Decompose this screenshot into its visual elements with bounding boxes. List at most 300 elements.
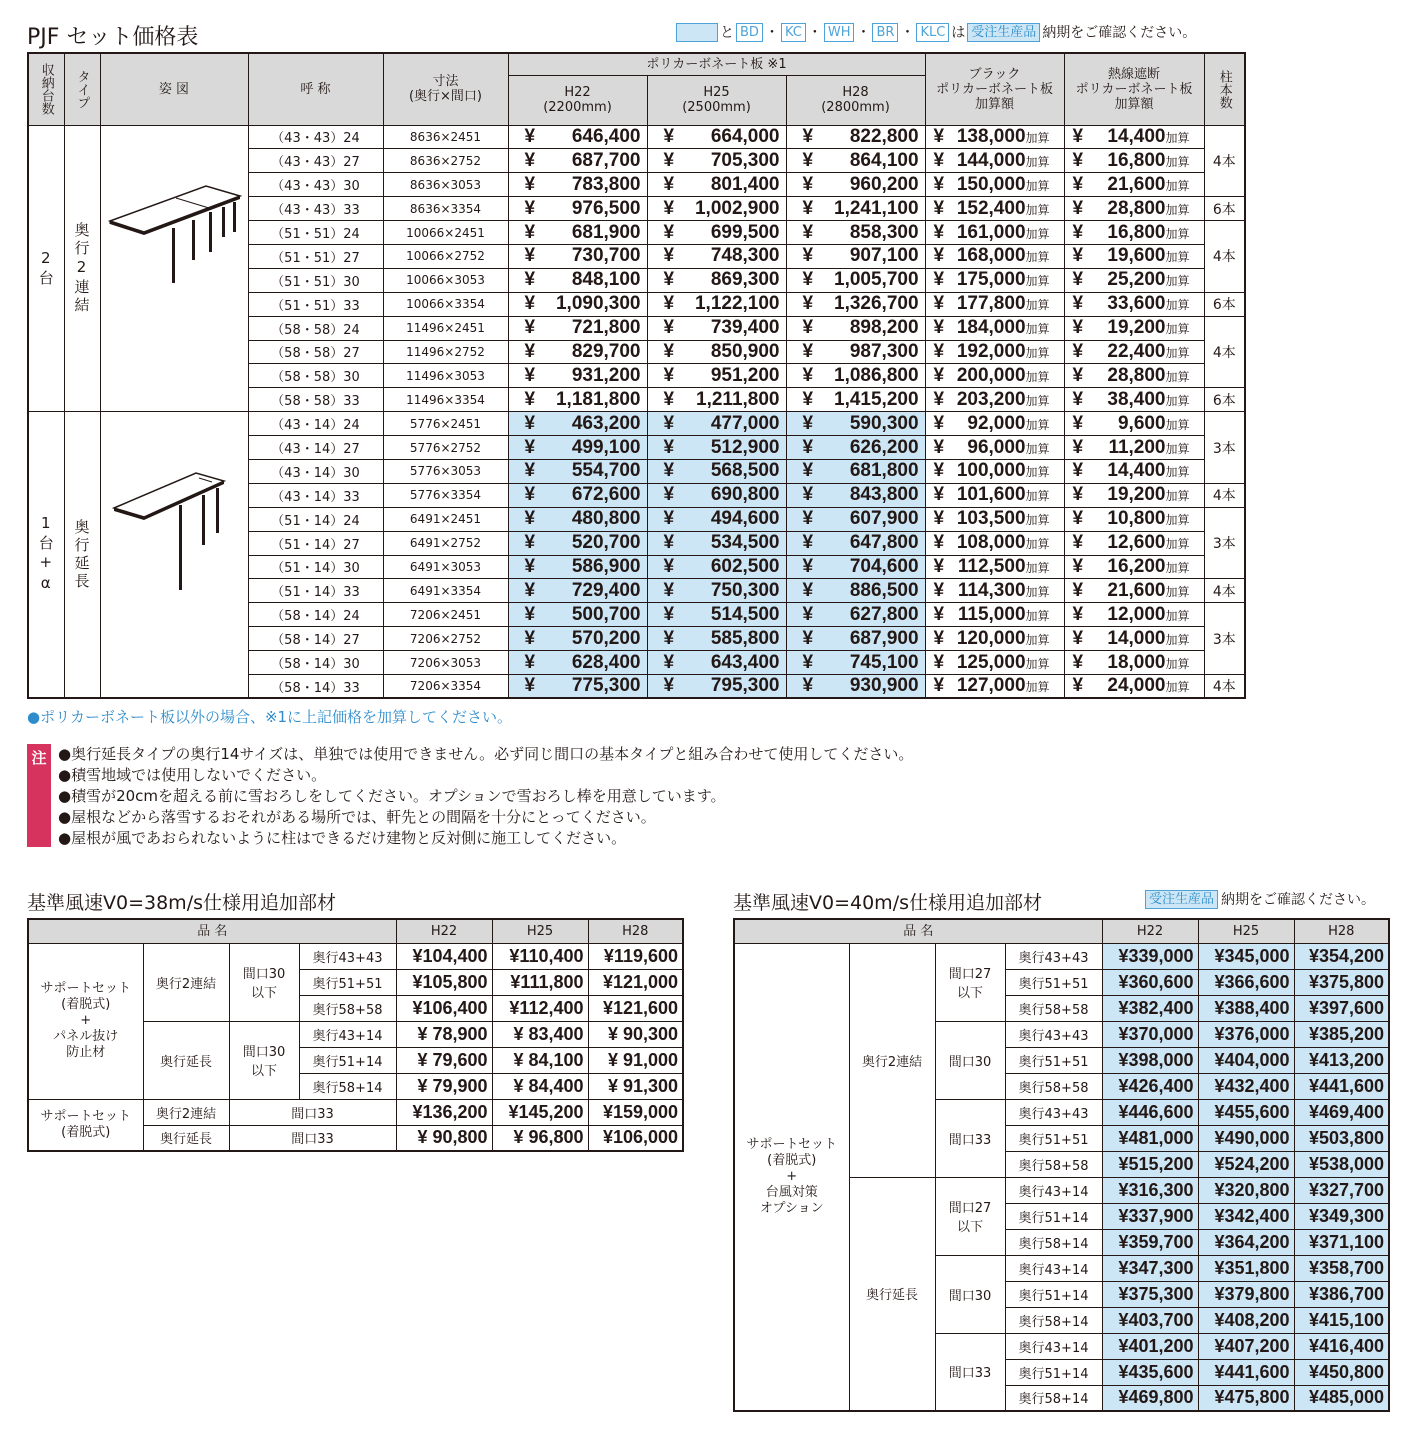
yen-sign: ¥	[524, 412, 536, 434]
price-h25: ¥455,600	[1198, 1099, 1294, 1125]
add-heat	[1064, 412, 1204, 436]
yen-sign: ¥	[1072, 269, 1084, 291]
add-black	[925, 579, 1064, 603]
model-name: （43・43）27	[248, 149, 383, 173]
yen-sign: ¥	[802, 221, 814, 243]
yen-sign: ¥	[1072, 245, 1084, 267]
add-value: 22,400	[1107, 340, 1166, 362]
price-value: 976,500	[571, 197, 641, 219]
price-h25: ¥145,200	[492, 1099, 588, 1125]
note-line: ●奥行延長タイプの奥行14サイズは、単独では使用できません。必ず同じ間口の基本タイプと組み合わせて使用してください。	[58, 745, 914, 763]
price-value: 848,100	[571, 269, 641, 291]
price-value: 1,002,900	[694, 197, 780, 219]
yen-sign: ¥	[524, 221, 536, 243]
yen-sign: ¥	[663, 651, 675, 673]
posts-cell: 4本	[1204, 316, 1245, 388]
yen-sign: ¥	[802, 197, 814, 219]
add-label: 加算	[1025, 489, 1050, 504]
price-h25	[647, 674, 786, 698]
header-posts	[1204, 53, 1245, 125]
yen-sign: ¥	[663, 293, 675, 315]
price-value: 646,400	[571, 125, 641, 147]
add-value: 38,400	[1107, 388, 1166, 410]
yen-sign: ¥	[663, 579, 675, 601]
color-legend	[676, 22, 1196, 42]
add-value: 19,200	[1107, 484, 1166, 506]
add-label: 加算	[1025, 632, 1050, 647]
add-heat	[1064, 483, 1204, 507]
depth-name: 奥行58+58	[1005, 995, 1102, 1021]
note-badge-text: 注	[31, 749, 47, 767]
model-name: （51・51）24	[248, 221, 383, 245]
depth-name: 奥行51+14	[1005, 1203, 1102, 1229]
yen-sign: ¥	[663, 603, 675, 625]
price-h28: ¥106,000	[588, 1125, 683, 1151]
model-name: （43・43）30	[248, 173, 383, 197]
yen-sign: ¥	[1072, 508, 1084, 530]
depth-name: 奥行58+58	[1005, 1151, 1102, 1177]
width-name: 間口30 以下	[229, 1021, 299, 1099]
header-size-sub: (奥行×間口)	[408, 89, 483, 105]
price-h28: ¥327,700	[1294, 1177, 1389, 1203]
yen-sign: ¥	[524, 197, 536, 219]
price-value: 783,800	[571, 173, 641, 195]
price-value: 568,500	[710, 460, 780, 482]
price-h25: ¥342,400	[1198, 1203, 1294, 1229]
price-h25	[647, 412, 786, 436]
yen-sign: ¥	[663, 484, 675, 506]
yen-sign: ¥	[802, 149, 814, 171]
posts-cell: 4本	[1204, 483, 1245, 507]
add-label: 加算	[1165, 656, 1190, 671]
type-name: 奥行延長	[849, 1177, 935, 1411]
add-label: 加算	[1165, 298, 1190, 313]
add-label: 加算	[1025, 608, 1050, 623]
price-h22: ¥481,000	[1102, 1125, 1198, 1151]
figure-cell	[100, 125, 248, 412]
add-value: 19,600	[1107, 245, 1166, 267]
header-heat: 熱線遮断 ポリカーボネート板 加算額	[1064, 53, 1204, 125]
model-name: （58・58）33	[248, 388, 383, 412]
poly-note: ●ポリカーボネート板以外の場合、※1に上記価格を加算してください。	[27, 708, 513, 726]
add-value: 14,000	[1107, 627, 1166, 649]
type-name: 奥行延長	[143, 1125, 229, 1151]
add-label: 加算	[1165, 608, 1190, 623]
yen-sign: ¥	[933, 460, 945, 482]
yen-sign: ¥	[1072, 675, 1084, 697]
legend-kc: KC	[781, 23, 806, 42]
price-h28	[786, 459, 925, 483]
note-line: ●積雪が20cmを超える前に雪おろしをしてください。オプションで雪おろし棒を用意しています。	[58, 787, 726, 805]
model-name: （58・14）24	[248, 603, 383, 627]
price-h25: ¥345,000	[1198, 943, 1294, 969]
yen-sign: ¥	[1072, 149, 1084, 171]
price-value: 585,800	[710, 627, 780, 649]
add-value: 108,000	[956, 532, 1026, 554]
price-h22	[508, 316, 647, 340]
price-h28	[786, 531, 925, 555]
price-value: 643,400	[710, 651, 780, 673]
depth-name: 奥行58+14	[1005, 1385, 1102, 1411]
price-value: 570,200	[571, 627, 641, 649]
yen-sign: ¥	[524, 340, 536, 362]
add-heat	[1064, 674, 1204, 698]
add-value: 33,600	[1107, 293, 1166, 315]
model-size: 5776×2451	[383, 412, 508, 436]
price-h22	[508, 459, 647, 483]
model-size: 5776×3354	[383, 483, 508, 507]
price-h25: ¥ 84,100	[492, 1047, 588, 1073]
model-size: 10066×3354	[383, 292, 508, 316]
depth-name: 奥行43+14	[299, 1021, 396, 1047]
model-name: （58・58）27	[248, 340, 383, 364]
yen-sign: ¥	[1072, 436, 1084, 458]
model-name: （43・43）33	[248, 197, 383, 221]
yen-sign: ¥	[524, 460, 536, 482]
add-value: 16,800	[1107, 221, 1166, 243]
price-h28	[786, 316, 925, 340]
price-h22	[508, 674, 647, 698]
add-heat	[1064, 507, 1204, 531]
yen-sign: ¥	[524, 508, 536, 530]
add-label: 加算	[1165, 202, 1190, 217]
legend-bd: BD	[736, 23, 763, 42]
set-name: サポートセット (着脱式) + 台風対策 オプション	[734, 943, 849, 1411]
price-value: 463,200	[571, 412, 641, 434]
add-heat	[1064, 555, 1204, 579]
model-size: 10066×3053	[383, 268, 508, 292]
add-value: 152,400	[956, 197, 1026, 219]
price-value: 1,005,700	[834, 269, 919, 291]
width-name: 間口27 以下	[935, 943, 1005, 1021]
price-value: 775,300	[571, 675, 641, 697]
add-value: 28,800	[1107, 364, 1166, 386]
price-h25: ¥432,400	[1198, 1073, 1294, 1099]
add-black	[925, 483, 1064, 507]
add-black	[925, 507, 1064, 531]
price-h22	[508, 531, 647, 555]
price-value: 843,800	[849, 484, 919, 506]
yen-sign: ¥	[802, 388, 814, 410]
yen-sign: ¥	[933, 436, 945, 458]
page-title: PJF セット価格表	[27, 25, 199, 50]
yen-sign: ¥	[524, 651, 536, 673]
price-h28	[786, 244, 925, 268]
add-value: 192,000	[956, 340, 1026, 362]
price-h25: ¥111,800	[492, 969, 588, 995]
add-black	[925, 340, 1064, 364]
price-value: 554,700	[571, 460, 641, 482]
price-h28	[786, 149, 925, 173]
price-value: 480,800	[571, 508, 641, 530]
yen-sign: ¥	[524, 579, 536, 601]
add-value: 21,600	[1107, 173, 1166, 195]
price-value: 647,800	[849, 532, 919, 554]
w38-h22: H22	[396, 919, 492, 943]
h25-label: H25	[703, 85, 730, 100]
add-black	[925, 268, 1064, 292]
price-h22	[508, 268, 647, 292]
add-black	[925, 388, 1064, 412]
wind40-table	[733, 918, 1390, 1412]
yen-sign: ¥	[524, 627, 536, 649]
add-black	[925, 292, 1064, 316]
posts-cell: 6本	[1204, 292, 1245, 316]
price-value: 681,900	[571, 221, 641, 243]
carport-figure	[101, 453, 248, 657]
add-label: 加算	[1165, 560, 1190, 575]
depth-name: 奥行43+43	[1005, 1021, 1102, 1047]
yen-sign: ¥	[1072, 388, 1084, 410]
price-h28: ¥159,000	[588, 1099, 683, 1125]
order-badge: 受注生産品	[1145, 890, 1218, 909]
price-value: 850,900	[710, 340, 780, 362]
model-size: 10066×2752	[383, 244, 508, 268]
price-h22	[508, 292, 647, 316]
price-h28	[786, 674, 925, 698]
yen-sign: ¥	[663, 317, 675, 339]
price-h25	[647, 555, 786, 579]
price-h28: ¥375,800	[1294, 969, 1389, 995]
count-text: 2台	[36, 248, 55, 288]
model-size: 5776×2752	[383, 436, 508, 460]
price-h25	[647, 459, 786, 483]
price-h28	[786, 483, 925, 507]
h28-label: H28	[842, 85, 869, 100]
add-value: 184,000	[956, 317, 1026, 339]
count-cell	[28, 412, 64, 699]
legend-br: BR	[872, 23, 898, 42]
yen-sign: ¥	[524, 436, 536, 458]
add-value: 101,600	[956, 484, 1026, 506]
yen-sign: ¥	[1072, 627, 1084, 649]
add-black	[925, 412, 1064, 436]
price-h25	[647, 483, 786, 507]
w38-h28: H28	[588, 919, 683, 943]
price-h28: ¥354,200	[1294, 943, 1389, 969]
header-h25	[647, 75, 786, 125]
yen-sign: ¥	[663, 245, 675, 267]
depth-name: 奥行51+51	[1005, 1047, 1102, 1073]
depth-name: 奥行58+14	[1005, 1307, 1102, 1333]
add-label: 加算	[1025, 154, 1050, 169]
header-count-text: 収納台数	[38, 63, 54, 116]
yen-sign: ¥	[1072, 317, 1084, 339]
add-heat	[1064, 364, 1204, 388]
add-label: 加算	[1025, 656, 1050, 671]
price-h25: ¥388,400	[1198, 995, 1294, 1021]
add-heat	[1064, 436, 1204, 460]
add-label: 加算	[1165, 154, 1190, 169]
yen-sign: ¥	[663, 508, 675, 530]
yen-sign: ¥	[663, 149, 675, 171]
legend-and: と	[720, 25, 734, 41]
table-row	[734, 943, 1389, 969]
add-heat	[1064, 268, 1204, 292]
legend-swatch	[676, 23, 718, 42]
price-h25: ¥112,400	[492, 995, 588, 1021]
price-h28: ¥ 91,000	[588, 1047, 683, 1073]
model-size: 11496×2752	[383, 340, 508, 364]
header-h22	[508, 75, 647, 125]
header-name: 呼 称	[248, 53, 383, 125]
model-name: （43・43）24	[248, 125, 383, 149]
price-value: 822,800	[849, 125, 919, 147]
price-h22	[508, 340, 647, 364]
width-name: 間口27 以下	[935, 1177, 1005, 1255]
legend-klc: KLC	[916, 23, 949, 42]
price-h25	[647, 579, 786, 603]
type-text: 奥行延長	[72, 518, 91, 591]
add-value: 24,000	[1107, 675, 1166, 697]
yen-sign: ¥	[802, 508, 814, 530]
yen-sign: ¥	[933, 340, 945, 362]
add-heat	[1064, 388, 1204, 412]
model-name: （58・58）30	[248, 364, 383, 388]
add-black	[925, 555, 1064, 579]
add-value: 120,000	[956, 627, 1026, 649]
header-type	[64, 53, 100, 125]
price-value: 729,400	[571, 579, 641, 601]
price-h22: ¥370,000	[1102, 1021, 1198, 1047]
price-value: 672,600	[571, 484, 641, 506]
model-size: 6491×3053	[383, 555, 508, 579]
table-row	[28, 1099, 683, 1125]
price-value: 1,415,200	[834, 388, 919, 410]
yen-sign: ¥	[933, 388, 945, 410]
note-badge	[27, 744, 51, 847]
posts-cell: 3本	[1204, 412, 1245, 484]
sep: ・	[764, 25, 779, 41]
price-h25	[647, 531, 786, 555]
price-value: 499,100	[571, 436, 641, 458]
yen-sign: ¥	[802, 293, 814, 315]
price-value: 745,100	[849, 651, 919, 673]
price-h25	[647, 316, 786, 340]
price-h28: ¥121,600	[588, 995, 683, 1021]
yen-sign: ¥	[524, 555, 536, 577]
price-h25: ¥379,800	[1198, 1281, 1294, 1307]
add-value: 92,000	[967, 412, 1026, 434]
yen-sign: ¥	[524, 125, 536, 147]
add-value: 12,600	[1107, 532, 1166, 554]
add-value: 96,000	[967, 436, 1026, 458]
type-name: 奥行延長	[143, 1021, 229, 1099]
header-size-text: 寸法	[432, 74, 459, 90]
price-h28	[786, 579, 925, 603]
price-h28	[786, 364, 925, 388]
price-h28: ¥385,200	[1294, 1021, 1389, 1047]
type-cell	[64, 125, 100, 412]
price-value: 907,100	[849, 245, 919, 267]
price-h22	[508, 197, 647, 221]
yen-sign: ¥	[1072, 173, 1084, 195]
yen-sign: ¥	[663, 460, 675, 482]
price-h25	[647, 436, 786, 460]
model-name: （51・14）30	[248, 555, 383, 579]
yen-sign: ¥	[524, 675, 536, 697]
add-label: 加算	[1165, 417, 1190, 432]
add-label: 加算	[1165, 513, 1190, 528]
price-h25: ¥351,800	[1198, 1255, 1294, 1281]
depth-name: 奥行43+14	[1005, 1255, 1102, 1281]
yen-sign: ¥	[802, 317, 814, 339]
depth-name: 奥行51+51	[299, 969, 396, 995]
yen-sign: ¥	[524, 484, 536, 506]
add-label: 加算	[1025, 417, 1050, 432]
price-h25: ¥408,200	[1198, 1307, 1294, 1333]
add-value: 203,200	[956, 388, 1026, 410]
set-name: サポートセット (着脱式) + パネル抜け 防止材	[28, 943, 143, 1099]
yen-sign: ¥	[663, 173, 675, 195]
w38-h-item: 品 名	[28, 919, 396, 943]
add-heat	[1064, 340, 1204, 364]
price-h28: ¥386,700	[1294, 1281, 1389, 1307]
wind40-title: 基準風速V0=40m/s仕様用追加部材	[733, 892, 1042, 914]
price-value: 858,300	[849, 221, 919, 243]
type-cell	[64, 412, 100, 699]
yen-sign: ¥	[933, 173, 945, 195]
yen-sign: ¥	[933, 579, 945, 601]
set-name: サポートセット (着脱式)	[28, 1099, 143, 1151]
add-value: 100,000	[956, 460, 1026, 482]
yen-sign: ¥	[933, 125, 945, 147]
sep: ・	[900, 25, 915, 41]
price-h25	[647, 149, 786, 173]
yen-sign: ¥	[524, 317, 536, 339]
price-h28: ¥358,700	[1294, 1255, 1389, 1281]
price-h22: ¥398,000	[1102, 1047, 1198, 1073]
yen-sign: ¥	[802, 364, 814, 386]
model-size: 7206×3354	[383, 674, 508, 698]
price-h28: ¥371,100	[1294, 1229, 1389, 1255]
price-h28: ¥121,000	[588, 969, 683, 995]
legend-wh: WH	[824, 23, 855, 42]
add-value: 112,500	[957, 555, 1026, 577]
add-heat	[1064, 531, 1204, 555]
add-label: 加算	[1165, 537, 1190, 552]
add-label: 加算	[1165, 465, 1190, 480]
yen-sign: ¥	[524, 149, 536, 171]
yen-sign: ¥	[933, 245, 945, 267]
model-size: 8636×3053	[383, 173, 508, 197]
add-value: 9,600	[1117, 412, 1166, 434]
add-value: 200,000	[956, 364, 1026, 386]
price-h22: ¥435,600	[1102, 1359, 1198, 1385]
price-value: 795,300	[710, 675, 780, 697]
add-label: 加算	[1025, 202, 1050, 217]
add-value: 18,000	[1107, 651, 1166, 673]
yen-sign: ¥	[1072, 603, 1084, 625]
price-h28: ¥ 91,300	[588, 1073, 683, 1099]
price-h28	[786, 603, 925, 627]
price-value: 721,800	[571, 317, 641, 339]
add-label: 加算	[1165, 345, 1190, 360]
add-label: 加算	[1165, 369, 1190, 384]
price-h22: ¥469,800	[1102, 1385, 1198, 1411]
w40-h28: H28	[1294, 919, 1389, 943]
price-value: 626,200	[849, 436, 919, 458]
price-h28	[786, 507, 925, 531]
add-value: 150,000	[956, 173, 1026, 195]
add-label: 加算	[1025, 537, 1050, 552]
price-h22	[508, 173, 647, 197]
depth-name: 奥行43+43	[299, 943, 396, 969]
yen-sign: ¥	[933, 603, 945, 625]
add-black	[925, 674, 1064, 698]
add-value: 125,000	[956, 651, 1026, 673]
model-name: （51・51）33	[248, 292, 383, 316]
